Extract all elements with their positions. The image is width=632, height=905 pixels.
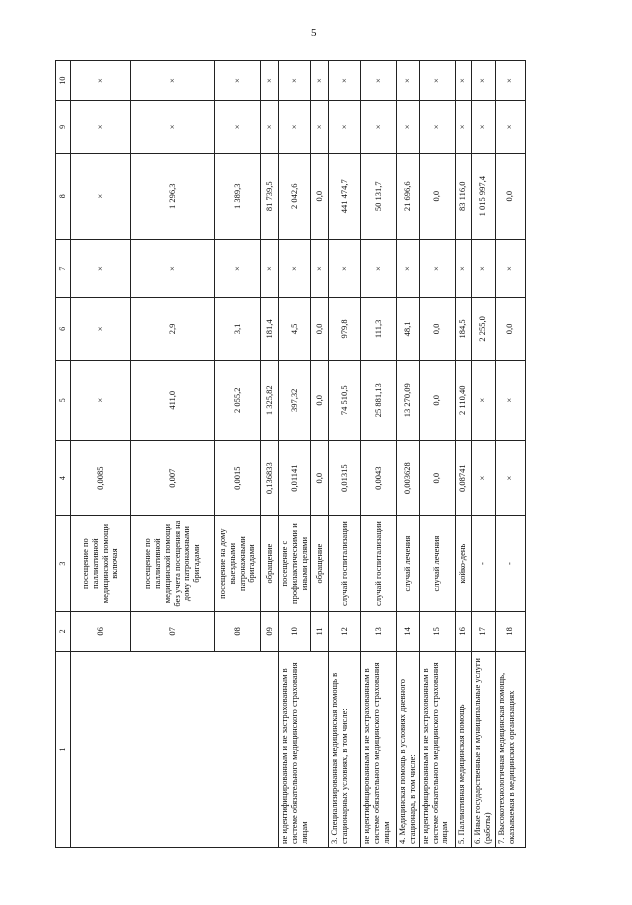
- value-cell: 0,0: [419, 153, 455, 239]
- value-cell: ×: [261, 101, 279, 153]
- row-label: 7. Высокотехнологичная медицинская помощь, оказываемая в медицинских организациях: [495, 652, 525, 848]
- value-cell: 0,0: [419, 298, 455, 360]
- value-cell: ×: [397, 101, 420, 153]
- table-row: [419, 61, 455, 848]
- value-cell: 0,0015: [215, 440, 261, 515]
- unit-cell: посещение с профилактическими и иными целями: [279, 516, 311, 611]
- row-label: не идентифицированным и не застрахованным в системе обязательного медицинского страхования лицам: [279, 652, 329, 848]
- value-cell: 2 055,2: [215, 360, 261, 440]
- value-cell: 0,0: [311, 440, 329, 515]
- unit-cell: случай лечения: [397, 516, 420, 611]
- value-cell: 81 739,5: [261, 153, 279, 239]
- table-row: [397, 61, 420, 848]
- value-cell: 2 255,0: [471, 298, 495, 360]
- row-code: 16: [455, 611, 471, 651]
- value-cell: 0,136833: [261, 440, 279, 515]
- row-code: 07: [131, 611, 215, 651]
- value-cell: ×: [215, 101, 261, 153]
- value-cell: ×: [279, 61, 311, 101]
- row-code: 17: [471, 611, 495, 651]
- table-row: [495, 61, 525, 848]
- unit-cell: случай госпитализации: [361, 516, 397, 611]
- row-code: 09: [261, 611, 279, 651]
- value-cell: 0,0085: [71, 440, 131, 515]
- value-cell: 1 015 997,4: [471, 153, 495, 239]
- financing-table: [55, 60, 526, 848]
- row-code: 10: [279, 611, 311, 651]
- value-cell: 48,1: [397, 298, 420, 360]
- column-header: 9: [56, 101, 71, 153]
- column-header: 2: [56, 611, 71, 651]
- value-cell: 2 110,40: [455, 360, 471, 440]
- value-cell: 0,0: [311, 298, 329, 360]
- value-cell: 0,007: [131, 440, 215, 515]
- value-cell: ×: [419, 61, 455, 101]
- value-cell: 4,5: [279, 298, 311, 360]
- value-cell: ×: [131, 239, 215, 297]
- value-cell: 2,9: [131, 298, 215, 360]
- value-cell: 25 881,13: [361, 360, 397, 440]
- value-cell: ×: [261, 61, 279, 101]
- value-cell: 0,0: [419, 360, 455, 440]
- value-cell: ×: [455, 61, 471, 101]
- unit-cell: обращение: [311, 516, 329, 611]
- value-cell: ×: [329, 239, 361, 297]
- row-code: 12: [329, 611, 361, 651]
- value-cell: 0,0: [419, 440, 455, 515]
- value-cell: 21 696,6: [397, 153, 420, 239]
- unit-cell: -: [495, 516, 525, 611]
- value-cell: ×: [397, 61, 420, 101]
- value-cell: ×: [71, 360, 131, 440]
- value-cell: 0,0: [495, 298, 525, 360]
- value-cell: 184,5: [455, 298, 471, 360]
- value-cell: 83 116,0: [455, 153, 471, 239]
- value-cell: ×: [329, 61, 361, 101]
- value-cell: ×: [71, 153, 131, 239]
- row-code: 13: [361, 611, 397, 651]
- value-cell: ×: [471, 440, 495, 515]
- value-cell: 0,01315: [329, 440, 361, 515]
- value-cell: ×: [261, 239, 279, 297]
- value-cell: 0,0043: [361, 440, 397, 515]
- column-header: 1: [56, 652, 71, 848]
- value-cell: 0,0: [311, 360, 329, 440]
- value-cell: ×: [279, 239, 311, 297]
- value-cell: ×: [471, 101, 495, 153]
- row-code: 15: [419, 611, 455, 651]
- row-code: 08: [215, 611, 261, 651]
- row-code: 06: [71, 611, 131, 651]
- value-cell: 397,32: [279, 360, 311, 440]
- table-row: [361, 61, 397, 848]
- unit-cell: посещение на дому выездными патронажными бригадами: [215, 516, 261, 611]
- column-header-row: [56, 61, 71, 848]
- value-cell: 2 042,6: [279, 153, 311, 239]
- value-cell: ×: [71, 61, 131, 101]
- row-label: 6. Иные государственные и муниципальные услуги (работы): [471, 652, 495, 848]
- value-cell: ×: [455, 101, 471, 153]
- value-cell: ×: [495, 360, 525, 440]
- value-cell: ×: [397, 239, 420, 297]
- unit-cell: случай госпитализации: [329, 516, 361, 611]
- value-cell: 181,4: [261, 298, 279, 360]
- value-cell: ×: [311, 61, 329, 101]
- table-row: [455, 61, 471, 848]
- row-label: не идентифицированным и не застрахованным в системе обязательного медицинского страхования лицам: [361, 652, 397, 848]
- value-cell: 441 474,7: [329, 153, 361, 239]
- value-cell: ×: [419, 239, 455, 297]
- value-cell: ×: [471, 239, 495, 297]
- table-row: [71, 61, 131, 848]
- value-cell: ×: [311, 101, 329, 153]
- value-cell: 979,8: [329, 298, 361, 360]
- value-cell: 13 270,09: [397, 360, 420, 440]
- row-label: 4. Медицинская помощь в условиях дневного стационара, в том числе:: [397, 652, 420, 848]
- value-cell: 74 510,5: [329, 360, 361, 440]
- row-label: 5. Паллиативная медицинская помощь: [455, 652, 471, 848]
- column-header: 4: [56, 440, 71, 515]
- column-header: 10: [56, 61, 71, 101]
- unit-cell: обращение: [261, 516, 279, 611]
- value-cell: ×: [495, 101, 525, 153]
- column-header: 7: [56, 239, 71, 297]
- row-label: 3. Специализированная медицинская помощь в стационарных условиях, в том числе:: [329, 652, 361, 848]
- value-cell: 0,003628: [397, 440, 420, 515]
- rotated-table-container: [55, 60, 516, 848]
- column-header: 3: [56, 516, 71, 611]
- value-cell: ×: [361, 239, 397, 297]
- value-cell: ×: [131, 101, 215, 153]
- unit-cell: посещение по паллиативной медицинской помощи без учета посещения на дому патронажными бригадами: [131, 516, 215, 611]
- value-cell: 0,0: [311, 153, 329, 239]
- value-cell: 50 131,7: [361, 153, 397, 239]
- value-cell: 0,01141: [279, 440, 311, 515]
- value-cell: 3,1: [215, 298, 261, 360]
- value-cell: ×: [471, 360, 495, 440]
- value-cell: ×: [495, 61, 525, 101]
- value-cell: ×: [361, 61, 397, 101]
- row-code: 14: [397, 611, 420, 651]
- value-cell: ×: [71, 298, 131, 360]
- table-row: [471, 61, 495, 848]
- row-label: не идентифицированным и не застрахованным в системе обязательного медицинского страхования лицам: [419, 652, 455, 848]
- row-label: [71, 652, 279, 848]
- value-cell: 0,08741: [455, 440, 471, 515]
- unit-cell: койко-день: [455, 516, 471, 611]
- unit-cell: -: [471, 516, 495, 611]
- value-cell: 111,3: [361, 298, 397, 360]
- value-cell: ×: [495, 239, 525, 297]
- row-code: 18: [495, 611, 525, 651]
- row-code: 11: [311, 611, 329, 651]
- value-cell: 0,0: [495, 153, 525, 239]
- value-cell: ×: [215, 239, 261, 297]
- column-header: 5: [56, 360, 71, 440]
- column-header: 6: [56, 298, 71, 360]
- value-cell: ×: [419, 101, 455, 153]
- value-cell: ×: [495, 440, 525, 515]
- value-cell: 1 389,3: [215, 153, 261, 239]
- table-row: [279, 61, 311, 848]
- value-cell: ×: [361, 101, 397, 153]
- value-cell: ×: [471, 61, 495, 101]
- value-cell: ×: [71, 239, 131, 297]
- value-cell: 1 296,3: [131, 153, 215, 239]
- unit-cell: случай лечения: [419, 516, 455, 611]
- value-cell: ×: [329, 101, 361, 153]
- value-cell: 411,0: [131, 360, 215, 440]
- value-cell: ×: [455, 239, 471, 297]
- value-cell: ×: [215, 61, 261, 101]
- value-cell: 1 325,82: [261, 360, 279, 440]
- value-cell: ×: [279, 101, 311, 153]
- column-header: 8: [56, 153, 71, 239]
- value-cell: ×: [71, 101, 131, 153]
- value-cell: ×: [311, 239, 329, 297]
- page-number: 5: [311, 27, 317, 39]
- unit-cell: посещение по паллиативной медицинской помощи включая: [71, 516, 131, 611]
- value-cell: ×: [131, 61, 215, 101]
- table-row: [329, 61, 361, 848]
